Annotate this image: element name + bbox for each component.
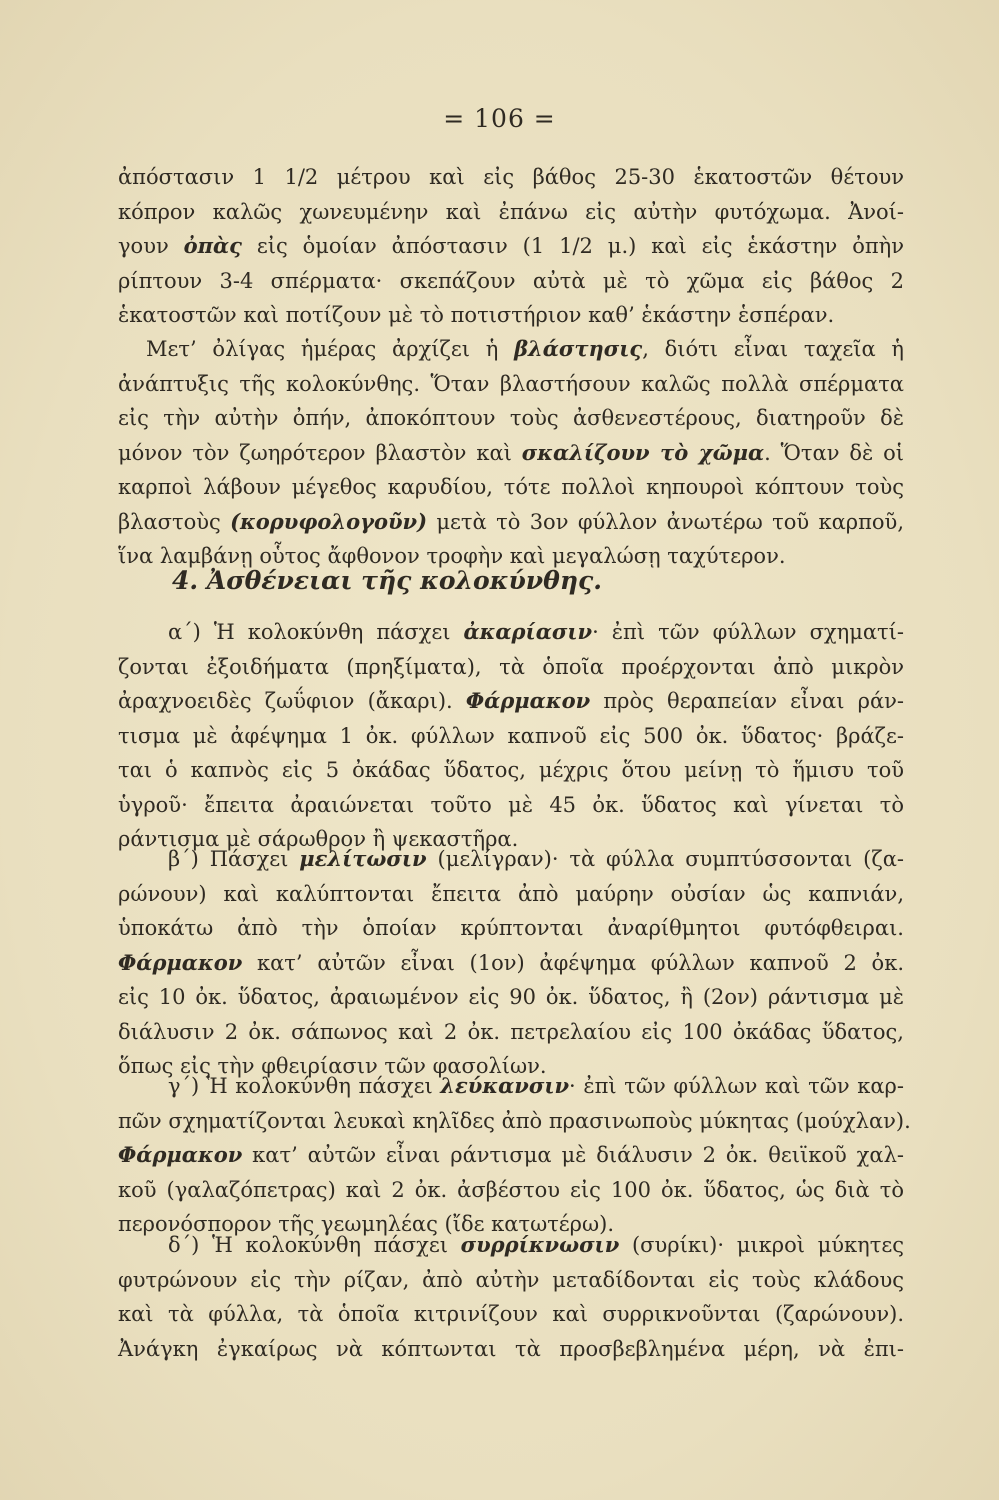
emphasis-term: ὀπὰς: [183, 233, 242, 258]
paragraph-disease-d: [118, 1228, 904, 1366]
paragraph-disease-c: [118, 1069, 911, 1242]
text-line: α΄) Ἡ κολοκύνθη πάσχει ἀκαρίασιν· ἐπὶ τῶν φύλλων σχηματί-: [168, 619, 904, 644]
text-line: Μετ’ ὀλίγας ἡμέρας ἀρχίζει ἡ βλάστησις, διότι εἶναι ταχεῖα ἡ: [146, 336, 904, 361]
text-line: ἵνα λαμβάνῃ οὗτος ἄφθονον τροφὴν καὶ μεγαλώσῃ ταχύτερον.: [118, 544, 786, 568]
text-line: δ΄) Ἡ κολοκύνθη πάσχει συρρίκνωσιν (συρίκι)· μικροὶ μύκητες: [168, 1232, 904, 1257]
text-line: ἀραχνοειδὲς ζωΰφιον (ἄκαρι). Φάρμακον πρὸς θεραπείαν εἶναι ράν-: [118, 688, 904, 713]
text-line: διάλυσιν 2 ὀκ. σάπωνος καὶ 2 ὀκ. πετρελαίου εἰς 100 ὀκάδας ὕδατος,: [118, 1019, 904, 1044]
text-line: Ἀνάγκη ἐγκαίρως νὰ κόπτωνται τὰ προσβεβλημένα μέρη, νὰ ἐπι-: [118, 1336, 904, 1361]
text-line: περονόσπορον τῆς γεωμηλέας (ἴδε κατωτέρω).: [118, 1212, 615, 1236]
text-line: κοῦ (γαλαζόπετρας) καὶ 2 ὀκ. ἀσβέστου εἰς 100 ὀκ. ὕδατος, ὡς διὰ τὸ: [118, 1177, 904, 1202]
emphasis-term: μελίτωσιν: [299, 846, 427, 871]
emphasis-term: Φάρμακον: [118, 1142, 243, 1167]
text-line: κόπρον καλῶς χωνευμένην καὶ ἐπάνω εἰς αὐτὴν φυτόχωμα. Ἀνοί-: [118, 199, 904, 224]
emphasis-term: (κορυφολογοῦν): [230, 508, 428, 534]
paragraph-planting: [118, 160, 904, 333]
text-line: ἀνάπτυξις τῆς κολοκύνθης. Ὅταν βλαστήσουν καλῶς πολλὰ σπέρματα: [118, 371, 904, 396]
text-line: ράντισμα μὲ σάρωθρον ἢ ψεκαστῆρα.: [118, 827, 519, 851]
text-line: ὑγροῦ· ἔπειτα ἀραιώνεται τοῦτο μὲ 45 ὀκ. ὕδατος καὶ γίνεται τὸ: [118, 792, 904, 817]
text-line: β΄) Πάσχει μελίτωσιν (μελίγραν)· τὰ φύλλα συμπτύσσονται (ζα-: [168, 846, 904, 871]
paragraph-disease-b: [118, 842, 904, 1084]
text-line: πῶν σχηματίζονται λευκαὶ κηλῖδες ἀπὸ πρασινωποὺς μύκητας (μούχλαν).: [118, 1108, 911, 1133]
paragraph-disease-a: [118, 615, 904, 857]
text-line: γουν ὀπὰς εἰς ὁμοίαν ἀπόστασιν (1 1/2 μ.) καὶ εἰς ἑκάστην ὀπὴν: [118, 233, 904, 258]
emphasis-term: λεύκανσιν: [440, 1073, 570, 1098]
emphasis-term: ἀκαρίασιν: [463, 619, 593, 644]
text-line: καὶ τὰ φύλλα, τὰ ὁποῖα κιτρινίζουν καὶ συρρικνοῦνται (ζαρώνουν).: [118, 1302, 904, 1326]
emphasis-term: σκαλίζουν τὸ χῶμα: [521, 439, 765, 465]
text-line: εἰς τὴν αὐτὴν ὀπήν, ἀποκόπτουν τοὺς ἀσθενεστέρους, διατηροῦν δὲ: [118, 406, 904, 430]
text-line: ἑκατοστῶν καὶ ποτίζουν μὲ τὸ ποτιστήριον καθ’ ἑκάστην ἑσπέραν.: [118, 303, 835, 327]
paragraph-germination: [118, 332, 904, 574]
text-line: ζονται ἐξοιδήματα (πρηξίματα), τὰ ὁποῖα προέρχονται ἀπὸ μικρὸν: [118, 654, 904, 679]
emphasis-term: Φάρμακον: [465, 688, 591, 713]
page-number: = 106 =: [443, 104, 556, 133]
section-heading: 4. Ἀσθένειαι τῆς κολοκύνθης.: [172, 566, 602, 595]
text-line: εἰς 10 ὀκ. ὕδατος, ἀραιωμένον εἰς 90 ὀκ. ὕδατος, ἢ (2ον) ράντισμα μὲ: [118, 985, 904, 1009]
text-line: ὑποκάτω ἀπὸ τὴν ὁποίαν κρύπτονται ἀναρίθμητοι φυτόφθειραι.: [118, 916, 904, 940]
emphasis-term: Φάρμακον: [118, 949, 243, 975]
text-line: ρίπτουν 3-4 σπέρματα· σκεπάζουν αὐτὰ μὲ τὸ χῶμα εἰς βάθος 2: [118, 268, 904, 293]
text-line: ἀπόστασιν 1 1/2 μέτρου καὶ εἰς βάθος 25-30 ἑκατοστῶν θέτουν: [118, 165, 904, 189]
text-line: φυτρώνουν εἰς τὴν ρίζαν, ἀπὸ αὐτὴν μεταδίδονται εἰς τοὺς κλάδους: [118, 1267, 904, 1292]
text-line: γ΄) Ἡ κολοκύνθη πάσχει λεύκανσιν· ἐπὶ τῶν φύλλων καὶ τῶν καρ-: [168, 1073, 904, 1098]
text-line: βλαστοὺς (κορυφολογοῦν) μετὰ τὸ 3ον φύλλον ἀνωτέρω τοῦ καρποῦ,: [118, 508, 905, 534]
text-line: μόνον τὸν ζωηρότερον βλαστὸν καὶ σκαλίζουν τὸ χῶμα. Ὅταν δὲ οἱ: [118, 439, 905, 465]
text-line: ρώνουν) καὶ καλύπτονται ἔπειτα ἀπὸ μαύρην οὐσίαν ὡς καπνιάν,: [118, 881, 904, 906]
text-line: Φάρμακον κατ’ αὐτῶν εἶναι ράντισμα μὲ διάλυσιν 2 ὀκ. θειϊκοῦ χαλ-: [118, 1142, 904, 1167]
emphasis-term: βλάστησις: [514, 336, 643, 361]
text-line: Φάρμακον κατ’ αὐτῶν εἶναι (1ον) ἀφέψημα φύλλων καπνοῦ 2 ὀκ.: [118, 949, 904, 975]
text-line: ται ὁ καπνὸς εἰς 5 ὀκάδας ὕδατος, μέχρις ὅτου μείνῃ τὸ ἥμισυ τοῦ: [118, 758, 904, 782]
text-line: τισμα μὲ ἀφέψημα 1 ὀκ. φύλλων καπνοῦ εἰς 500 ὀκ. ὕδατος· βράζε-: [118, 723, 904, 748]
emphasis-term: συρρίκνωσιν: [460, 1232, 620, 1257]
text-line: ὅπως εἰς τὴν φθειρίασιν τῶν φασολίων.: [118, 1054, 547, 1078]
text-line: καρποὶ λάβουν μέγεθος καρυδίου, τότε πολλοὶ κηπουροὶ κόπτουν τοὺς: [118, 475, 904, 499]
